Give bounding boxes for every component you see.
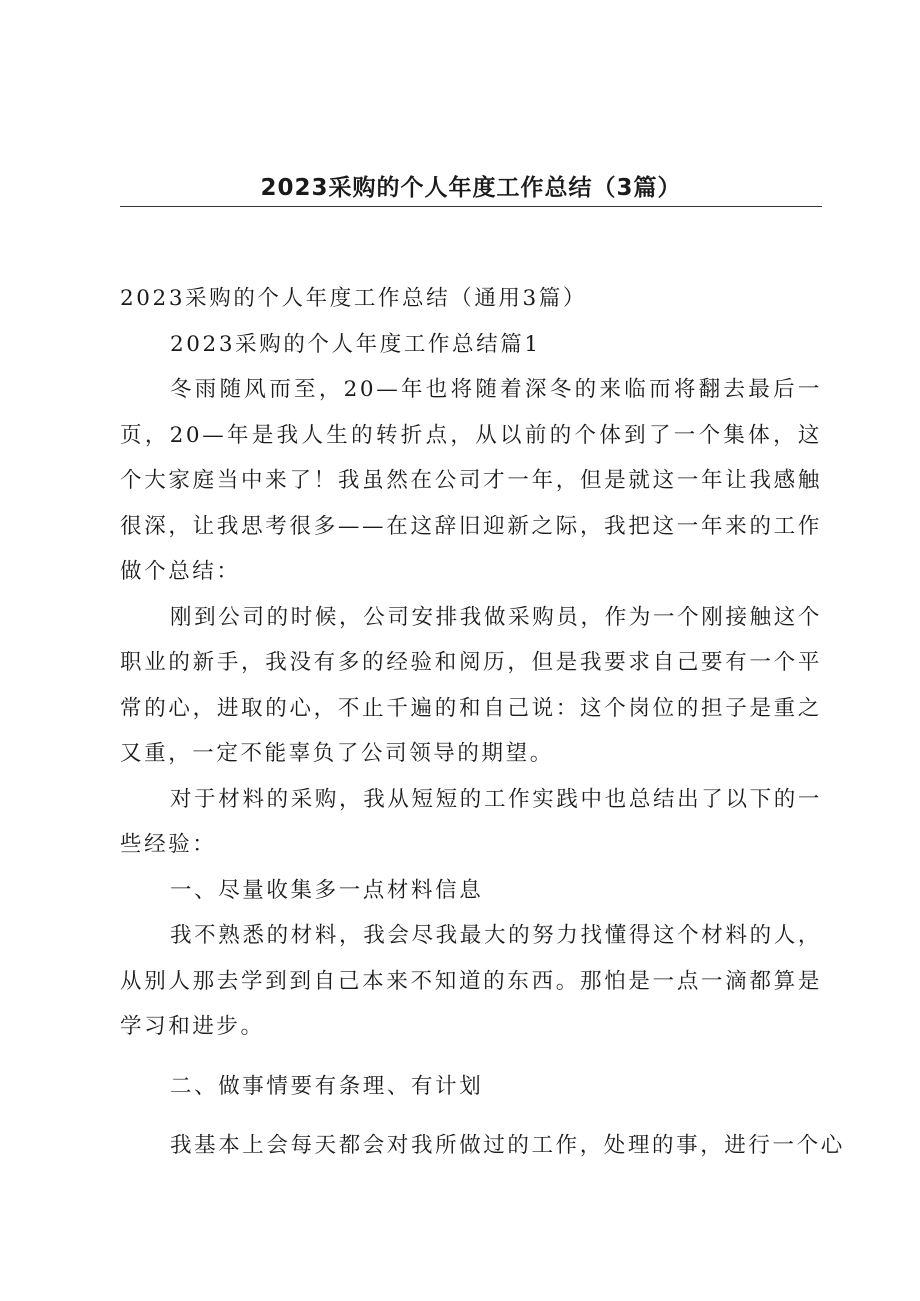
item2-heading: 二、做事情要有条理、有计划 — [170, 1073, 484, 1099]
title-underline — [120, 206, 822, 207]
document-body — [120, 276, 845, 1169]
paragraph-experience: 对于材料的采购，我从短短的工作实践中也总结出了以下的一些经验： — [120, 786, 822, 857]
item1-text: 我不熟悉的材料，我会尽我最大的努力找懂得这个材料的人，从别人那去学到到自己本来不知道的东西。那怕是一点一滴都算是学习和进步。 — [120, 923, 822, 1039]
section-heading: 2023采购的个人年度工作总结篇1 — [170, 331, 541, 357]
paragraph-intro: 冬雨随风而至，20—年也将随着深冬的来临而将翻去最后一页，20—年是我人生的转折点，从以前的个体到了一个集体，这个大家庭当中来了！我虽然在公司才一年，但是就这一年让我感触很深，让我思考很多——在这辞旧迎新之际，我把这一年来的工作做个总结： — [120, 377, 822, 584]
document-subtitle: 2023采购的个人年度工作总结（通用3篇） — [120, 286, 587, 311]
item2-text: 我基本上会每天都会对我所做过的工作，处理的事，进行一个心 — [170, 1133, 845, 1158]
document-title: 2023采购的个人年度工作总结（3篇） — [260, 175, 682, 201]
item1-heading: 一、尽量收集多一点材料信息 — [170, 877, 484, 903]
paragraph-first-job: 刚到公司的时候，公司安排我做采购员，作为一个刚接触这个职业的新手，我没有多的经验和阅历，但是我要求自己要有一个平常的心，进取的心，不止千遍的和自己说：这个岗位的担子是重之又重，一定不能辜负了公司领导的期望。 — [120, 604, 822, 766]
